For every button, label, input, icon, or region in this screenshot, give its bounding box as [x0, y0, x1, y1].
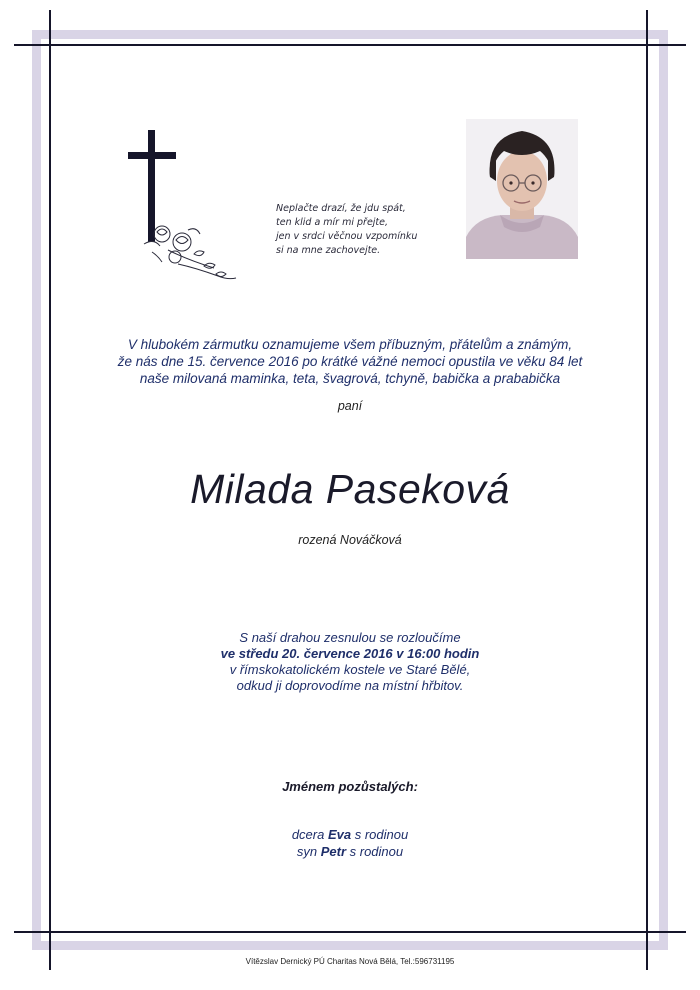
poem	[276, 202, 466, 258]
frame-band-bottom	[32, 941, 668, 950]
announcement-line: V hlubokém zármutku oznamujeme všem příbuzným, přátelům a známým,	[127, 337, 573, 352]
frame-line-right	[646, 10, 648, 970]
farewell-line: odkud ji doprovodíme na místní hřbitov.	[236, 678, 464, 693]
mourner-daughter: dcera Eva s rodinou	[291, 827, 409, 842]
farewell-line: S naší drahou zesnulou se rozloučíme	[239, 630, 461, 645]
announcement-line: že nás dne 15. července 2016 po krátké vážné nemoci opustila ve věku 84 let	[117, 354, 583, 369]
honorific: paní	[337, 399, 363, 413]
farewell-date: ve středu 20. července 2016 v 16:00 hodin	[220, 646, 480, 661]
cross-icon	[118, 126, 243, 292]
deceased-name: Milada Paseková	[190, 466, 510, 512]
poem-line: jen v srdci věčnou vzpomínku	[276, 231, 418, 242]
announcement-line: naše milovaná maminka, teta, švagrová, tchyně, babička a prababička	[139, 371, 561, 386]
frame-band-top	[32, 30, 668, 39]
poem-line: Neplačte drazí, že jdu spát,	[276, 203, 406, 214]
frame-band-right	[659, 30, 668, 950]
portrait-photo	[466, 119, 578, 259]
frame-band-left	[32, 30, 41, 950]
frame-line-top	[14, 44, 686, 46]
frame-line-left	[49, 10, 51, 970]
farewell-details	[60, 630, 640, 694]
mourners-heading: Jménem pozůstalých:	[282, 779, 418, 794]
announcement	[60, 336, 640, 387]
birth-name: rozená Nováčková	[298, 533, 402, 547]
poem-line: ten klid a mír mi přejte,	[276, 217, 389, 228]
mourners-list	[60, 826, 640, 860]
rose-decoration-icon	[144, 226, 236, 279]
frame-line-bottom	[14, 931, 686, 933]
poem-line: si na mne zachovejte.	[276, 245, 381, 256]
mourner-son: syn Petr s rodinou	[296, 844, 404, 859]
farewell-line: v římskokatolickém kostele ve Staré Bělé,	[229, 662, 471, 677]
funeral-service-footer: Vítězslav Dernický PÚ Charitas Nová Bělá, Tel.:596731195	[245, 957, 455, 966]
